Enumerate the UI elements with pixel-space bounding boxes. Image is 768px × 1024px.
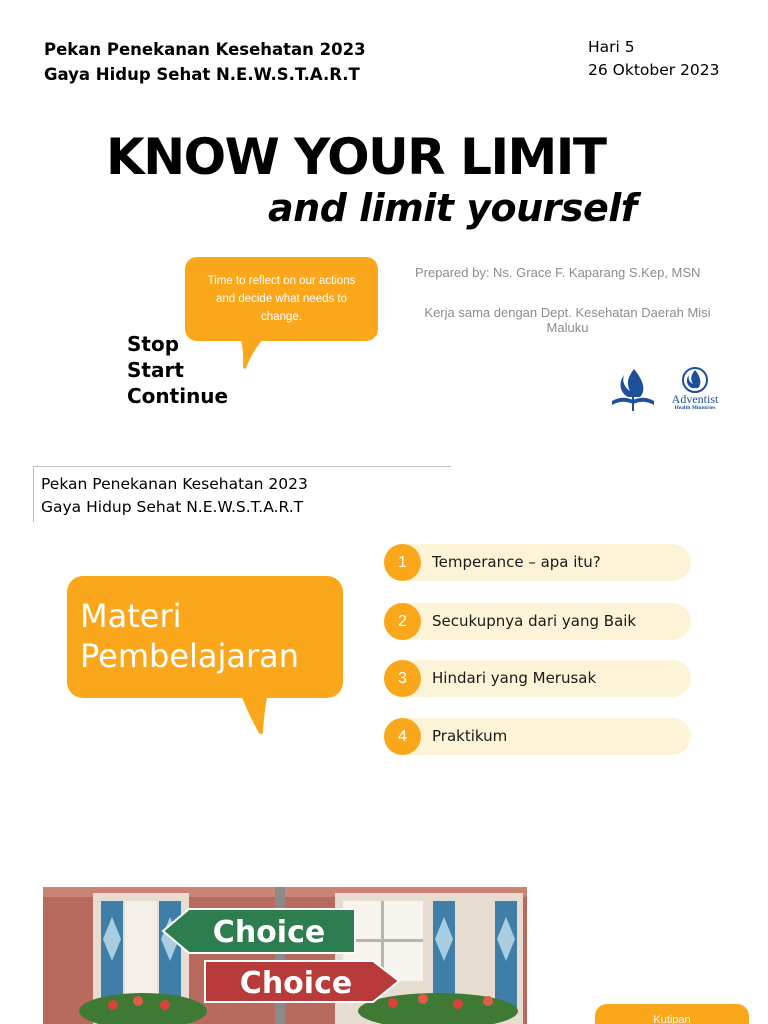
- section2-event-title: Pekan Penekanan Kesehatan 2023: [41, 475, 308, 493]
- agenda-item-4: [384, 718, 691, 755]
- agenda-item-1: [384, 544, 691, 581]
- ssc-continue: Continue: [127, 384, 229, 408]
- agenda-number-badge: 1: [384, 544, 421, 581]
- prepared-by: Prepared by: Ns. Grace F. Kaparang S.Kep, MSN: [415, 265, 701, 280]
- agenda-number-badge: 3: [384, 660, 421, 697]
- section2-event-subtitle: Gaya Hidup Sehat N.E.W.S.T.A.R.T: [41, 498, 304, 516]
- header-right: [588, 36, 720, 82]
- header-event-title: Pekan Penekanan Kesehatan 2023: [44, 40, 366, 59]
- ssc-start: Start: [127, 358, 184, 382]
- section2-header: [33, 466, 451, 522]
- stop-start-continue: [127, 331, 228, 409]
- choice-photo-illustration: [43, 887, 527, 1024]
- agenda-item-3: [384, 660, 691, 697]
- header-day: Hari 5: [588, 38, 635, 56]
- agenda-label: Temperance – apa itu?: [432, 553, 601, 571]
- ssc-stop: Stop: [127, 332, 180, 356]
- materi-bubble-tail: [238, 692, 268, 736]
- header-event-subtitle: Gaya Hidup Sehat N.E.W.S.T.A.R.T: [44, 65, 360, 84]
- materi-line1: Materi: [80, 597, 182, 635]
- sign-top-text: Choice: [212, 915, 326, 950]
- choice-signpost-photo: [43, 887, 527, 1024]
- reflect-bubble-tail: [238, 336, 268, 370]
- agenda-number-badge: 4: [384, 718, 421, 755]
- cooperation-note: Kerja sama dengan Dept. Kesehatan Daerah Misi Maluku: [424, 305, 711, 335]
- materi-speech-bubble: [67, 576, 343, 698]
- adventist-flame-logo-icon: [610, 367, 656, 411]
- kutipan-badge: Kutipan: [595, 1004, 749, 1024]
- sub-title: and limit yourself: [268, 186, 637, 230]
- reflect-speech-bubble: Time to reflect on our actions and decide what needs to change.: [185, 257, 378, 341]
- agenda-number-badge: 2: [384, 603, 421, 640]
- agenda-label: Praktikum: [432, 727, 508, 745]
- adventist-logo-name: Adventist: [671, 392, 719, 406]
- materi-line2: Pembelajaran: [80, 637, 300, 675]
- sign-bottom-text: Choice: [239, 966, 353, 1001]
- main-title: KNOW YOUR LIMIT: [106, 128, 606, 186]
- header-date: 26 Oktober 2023: [588, 61, 720, 79]
- header-left: [44, 37, 366, 87]
- adventist-logo-text: [666, 393, 724, 412]
- agenda-item-2: [384, 603, 691, 640]
- agenda-label: Secukupnya dari yang Baik: [432, 612, 637, 630]
- adventist-logo-sub: Health Ministries: [674, 405, 716, 411]
- agenda-label: Hindari yang Merusak: [432, 669, 597, 687]
